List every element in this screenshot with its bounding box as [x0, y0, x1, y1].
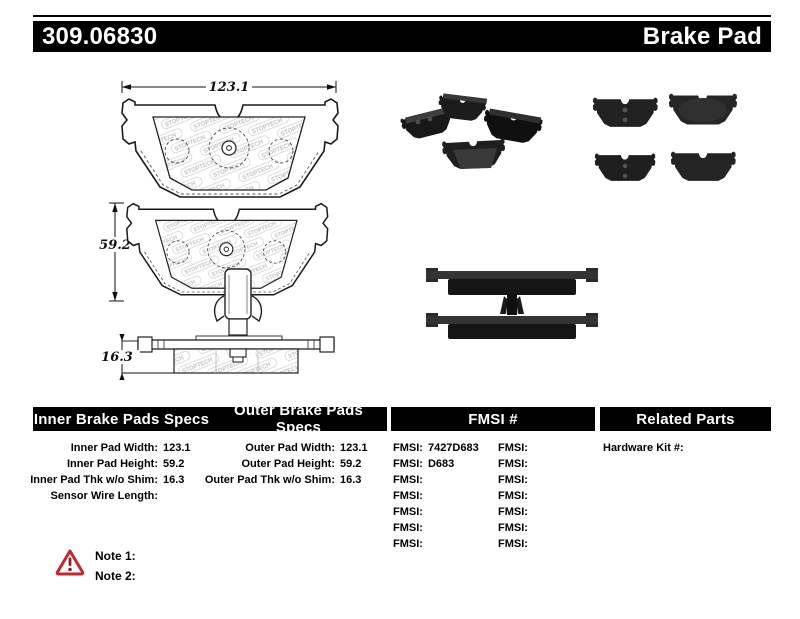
spec-value: 123.1: [163, 442, 191, 454]
fmsi-value: [528, 456, 533, 472]
fmsi-header: FMSI #: [468, 410, 518, 428]
spec-row: [20, 440, 191, 456]
related-label: Hardware Kit #:: [603, 442, 684, 454]
fmsi-label: FMSI:: [393, 506, 423, 518]
spec-label: Inner Pad Thk w/o Shim:: [30, 474, 158, 486]
fmsi-value: [423, 504, 428, 520]
spec-value: [158, 488, 163, 504]
photo-pads-angled: [393, 86, 593, 204]
fmsi-row: [393, 456, 479, 472]
fmsi-value: 7427D683: [427, 442, 479, 454]
part-number: 309.06830: [42, 22, 158, 50]
inner-specs-column: [20, 440, 191, 504]
fmsi-label: FMSI:: [498, 522, 528, 534]
fmsi-label: FMSI:: [393, 474, 423, 486]
product-type-title: Brake Pad: [642, 22, 762, 50]
fmsi-label: FMSI:: [498, 442, 528, 454]
thickness-dimension-label: 16.3: [101, 350, 133, 365]
warning-triangle-icon: [55, 548, 85, 576]
spec-row: [197, 472, 368, 488]
fmsi-value: [528, 504, 533, 520]
outer-specs-column: [197, 440, 368, 488]
spec-label: Inner Pad Width:: [70, 442, 158, 454]
fmsi-row: [393, 488, 479, 504]
front-view-drawing: [112, 80, 346, 206]
spec-row: [20, 472, 191, 488]
fmsi-label: FMSI:: [498, 506, 528, 518]
fmsi-label: FMSI:: [393, 458, 423, 470]
spec-value: 59.2: [163, 458, 185, 470]
fmsi-row: [498, 488, 533, 504]
fmsi-value: [528, 488, 533, 504]
fmsi-row: [498, 536, 533, 552]
related-parts-column: [603, 440, 689, 456]
fmsi-header-bar: [391, 407, 595, 431]
width-dimension-label: 123.1: [208, 80, 250, 95]
related-parts-header: Related Parts: [636, 410, 735, 428]
fmsi-column-1: [393, 440, 479, 552]
fmsi-row: [393, 536, 479, 552]
spec-row: [197, 440, 368, 456]
fmsi-row: [393, 472, 479, 488]
fmsi-value: [423, 472, 428, 488]
fmsi-row: [498, 456, 533, 472]
fmsi-label: FMSI:: [498, 474, 528, 486]
related-value: [684, 440, 689, 456]
fmsi-value: [528, 440, 533, 456]
spec-value: 16.3: [163, 474, 185, 486]
fmsi-value: [528, 472, 533, 488]
fmsi-row: [498, 520, 533, 536]
title-bar: [33, 21, 771, 52]
spec-label: Outer Pad Thk w/o Shim:: [204, 474, 335, 486]
backing-plate-edge: [138, 340, 334, 349]
fmsi-value: D683: [427, 458, 455, 470]
fmsi-value: [528, 520, 533, 536]
fmsi-label: FMSI:: [393, 490, 423, 502]
spec-row: [197, 456, 368, 472]
spec-value: 123.1: [340, 442, 368, 454]
fmsi-column-2: [498, 440, 533, 552]
fmsi-value: [423, 488, 428, 504]
related-row: [603, 440, 689, 456]
fmsi-row: [498, 440, 533, 456]
fmsi-value: [423, 520, 428, 536]
fmsi-label: FMSI:: [498, 538, 528, 550]
related-parts-header-bar: [600, 407, 771, 431]
fmsi-label: FMSI:: [393, 442, 423, 454]
side-view-drawing: [78, 266, 346, 380]
spec-value: 16.3: [340, 474, 362, 486]
fmsi-row: [498, 504, 533, 520]
fmsi-value: [528, 536, 533, 552]
fmsi-label: FMSI:: [393, 522, 423, 534]
spec-value: 59.2: [340, 458, 362, 470]
fmsi-row: [393, 520, 479, 536]
fmsi-row: [393, 504, 479, 520]
note-2: Note 2:: [95, 569, 136, 583]
spec-label: Sensor Wire Length:: [50, 490, 158, 502]
spec-label: Outer Pad Height:: [241, 458, 335, 470]
spec-row: [20, 456, 191, 472]
photo-pads-edge: [420, 256, 605, 346]
spec-label: Outer Pad Width:: [245, 442, 335, 454]
fmsi-label: FMSI:: [498, 458, 528, 470]
fmsi-label: FMSI:: [393, 538, 423, 550]
note-1: Note 1:: [95, 549, 136, 563]
fmsi-label: FMSI:: [498, 490, 528, 502]
photo-pads-flat: [592, 88, 792, 198]
spec-row: [20, 488, 191, 504]
spec-label: Inner Pad Height:: [66, 458, 158, 470]
inner-specs-header: Inner Brake Pads Specs: [33, 410, 210, 428]
outer-specs-header: Outer Brake Pads Specs: [233, 402, 364, 436]
specs-header-bar: [33, 402, 387, 436]
top-rule: [33, 15, 771, 17]
fmsi-row: [393, 440, 479, 456]
height-dimension-label: 59.2: [99, 238, 131, 253]
fmsi-value: [423, 536, 428, 552]
fmsi-row: [498, 472, 533, 488]
